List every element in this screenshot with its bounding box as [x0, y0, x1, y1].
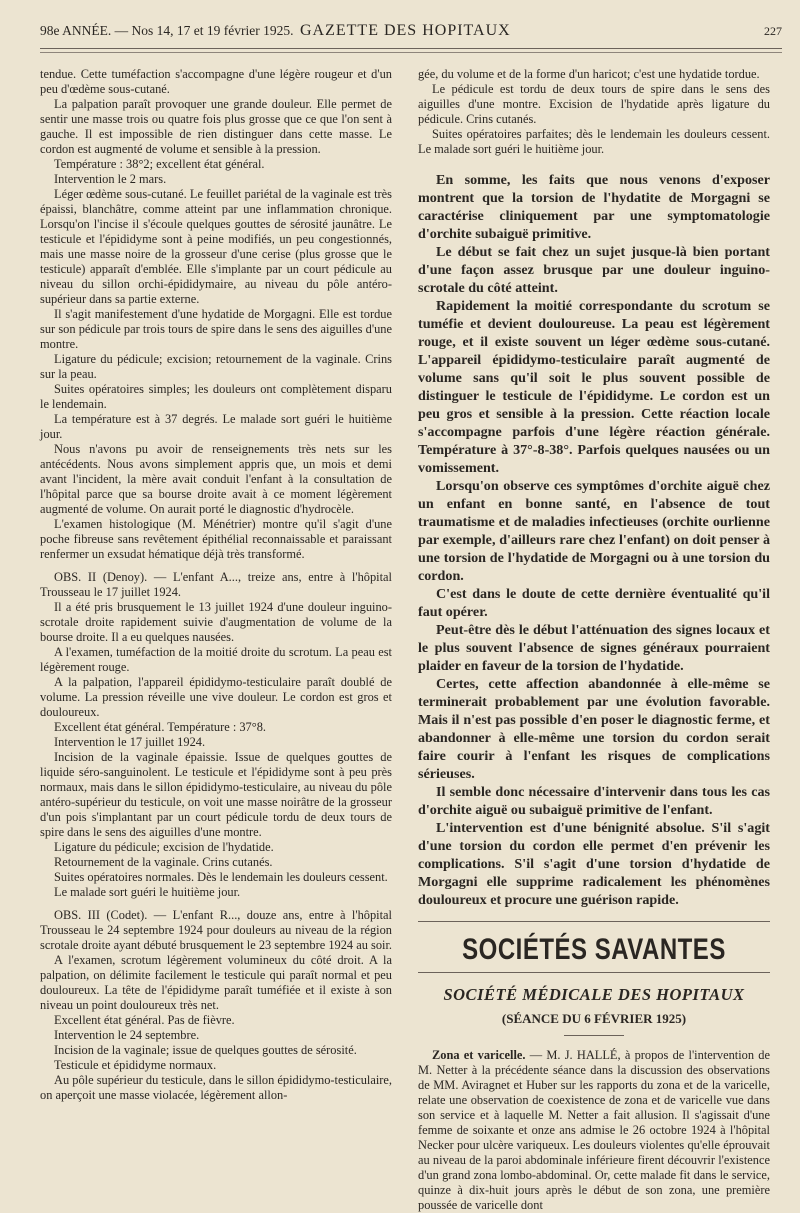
left-column [40, 67, 392, 1213]
header-rule [40, 48, 782, 49]
paragraph: Incision de la vaginale épaissie. Issue de quelques gouttes de liquide séro-sanguinolent. Le testicule et l'épididyme sont à peu près normaux, mais dans le sillon épididymo-testiculaire, au niveau du pôle antéro-supérieur du testicule, on voit une masse noirâtre de la grosseur d'un pois s'implantant par un court pédicule tordu de deux tours de spire dans le sens des aiguilles d'une montre. [40, 750, 392, 839]
paragraph: OBS. II (Denoy). — L'enfant A..., treize ans, entre à l'hôpital Trousseau le 17 juillet 1924. [40, 570, 392, 599]
paragraph: Nous n'avons pu avoir de renseignements très nets sur les antécédents. Nous avons simplement appris que, un mois et demi avant l'incident, la mère avait conduit l'enfant à la consultation de l'hôpital parce que sa bourse droite avait à ce moment légèrement augmenté de volume. On aurait porté le diagnostic d'hydrocèle. [40, 442, 392, 516]
header-rule-secondary [40, 52, 782, 53]
paragraph: Ligature du pédicule; excision; retournement de la vaginale. Crins sur la peau. [40, 352, 392, 381]
paragraph: L'examen histologique (M. Ménétrier) montre qu'il s'agit d'une poche fibreuse sans revêtement épithélial reconnaissable et paraissant renfermer un exsudat hématique déjà très transformé. [40, 517, 392, 561]
paragraph: Il s'agit manifestement d'une hydatide de Morgagni. Elle est tordue sur son pédicule par trois tours de spire dans le sens des aiguilles d'une montre. [40, 307, 392, 351]
right-column [418, 67, 770, 1213]
issue-line: 98e ANNÉE. — Nos 14, 17 et 19 février 1925. [40, 23, 294, 38]
paragraph: Excellent état général. Pas de fièvre. [54, 1013, 235, 1027]
zona-paragraph [418, 1048, 770, 1213]
conclusion-paragraph: Peut-être dès le début l'atténuation des signes locaux et le plus souvent l'absence de signes généraux pourraient plaider en faveur de la torsion de l'hydatide. [418, 622, 770, 674]
short-rule [564, 1035, 624, 1036]
paragraph: OBS. III (Codet). — L'enfant R..., douze ans, entre à l'hôpital Trousseau le 24 septembre 1924 pour douleurs au niveau de la région scrotale droite ayant débuté brusquement le 23 septembre 1924 au soir. [40, 908, 392, 952]
paragraph: A l'examen, scrotum légèrement volumineux du côté droit. A la palpation, on délimite facilement le testicule qui paraît normal et peu douloureux. La tête de l'épididyme paraît tuméfiée et il existe à son niveau un point douloureux très net. [40, 953, 392, 1012]
paragraph: gée, du volume et de la forme d'un haricot; c'est une hydatide tordue. [418, 67, 760, 81]
conclusion-paragraph: C'est dans le doute de cette dernière éventualité qu'il faut opérer. [418, 586, 770, 620]
paragraph: Le pédicule est tordu de deux tours de spire dans le sens des aiguilles d'une montre. Excision de l'hydatide après ligature du pédicule. Crins cutanés. [418, 82, 770, 126]
conclusion-paragraph: Le début se fait chez un sujet jusque-là bien portant d'une façon assez brusque par une douleur inguino-scrotale du côté atteint. [418, 244, 770, 296]
section-rule-top [418, 921, 770, 922]
paragraph: A l'examen, tuméfaction de la moitié droite du scrotum. La peau est légèrement rouge. [40, 645, 392, 674]
paragraph: La température est à 37 degrés. Le malade sort guéri le huitième jour. [40, 412, 392, 441]
paragraph: Retournement de la vaginale. Crins cutanés. [54, 855, 273, 869]
paragraph: Il a été pris brusquement le 13 juillet 1924 d'une douleur inguino-scrotale droite rapidement suivie d'augmentation de volume de la bourse droite. Il a eu quelques nausées. [40, 600, 392, 644]
conclusion-paragraph: L'intervention est d'une bénignité absolue. S'il s'agit d'une torsion du cordon elle permet d'en prévenir les complications. S'il s'agit d'une torsion d'hydatide de Morgagni elle supprime radicalement les phénomènes douloureux et procure une guérison rapide. [418, 820, 770, 908]
seance-date: (SÉANCE DU 6 FÉVRIER 1925) [501, 1011, 687, 1026]
paragraph: Intervention le 17 juillet 1924. [54, 735, 206, 749]
paragraph: Suites opératoires parfaites; dès le lendemain les douleurs cessent. Le malade sort guéri le huitième jour. [418, 127, 770, 156]
observation-continuation [418, 67, 770, 157]
paragraph: Testicule et épididyme normaux. [54, 1058, 217, 1072]
conclusion-text [418, 171, 770, 909]
paragraph: Ligature du pédicule; excision de l'hydatide. [54, 840, 274, 854]
zona-lead: Zona et varicelle. [432, 1048, 526, 1062]
page-number: 227 [764, 24, 782, 38]
paragraph: Intervention le 2 mars. [54, 172, 167, 186]
conclusion-paragraph: En somme, les faits que nous venons d'exposer montrent que la torsion de l'hydatite de Morgagni se caractérise cliniquement par une symptomatologie d'orchite subaiguë primitive. [418, 172, 770, 242]
zona-text: — M. J. HALLÉ, à propos de l'intervention de M. Netter à la précédente séance dans la discussion des observations de MM. Aviragnet et Huber sur les rapports du zona et de la varicelle, relate une observation de coexistence de zona et de varicelle vue dans son service et à laquelle M. Netter a fait allusion. Il s'agissait d'une femme de soixante et onze ans admise le 26 octobre 1924 à l'hôpital Necker pour ulcère variqueux. Les douleurs violentes qu'elle éprouvait au niveau de la paroi abdominale inférieure firent découvrir l'existence d'un grand zona lombo-abdominal. Or, cette malade fit dans le service, quinze à dix-huit jours après le début de son zona, une première poussée de varicelle dont [418, 1048, 770, 1212]
paragraph: tendue. Cette tuméfaction s'accompagne d'une légère rougeur et d'un peu d'œdème sous-cutané. [40, 67, 392, 96]
paragraph: Intervention le 24 septembre. [54, 1028, 200, 1042]
society-title: SOCIÉTÉ MÉDICALE DES HOPITAUX [443, 985, 745, 1004]
conclusion-paragraph: Il semble donc nécessaire d'intervenir dans tous les cas d'orchite aiguë ou subaiguë primitive de l'enfant. [418, 784, 770, 818]
section-title: SOCIÉTÉS SAVANTES [462, 932, 726, 967]
conclusion-paragraph: Certes, cette affection abandonnée à elle-même se terminerait probablement par une évolution favorable. Mais il n'est pas possible d'en poser le diagnostic ferme, et abandonner à elle-même une torsion du cordon serait faire courir à l'enfant les risques de complications sérieuses. [418, 676, 770, 782]
page-header [40, 22, 782, 46]
paragraph: Suites opératoires normales. Dès le lendemain les douleurs cessent. [54, 870, 388, 884]
paragraph: Température : 38°2; excellent état général. [54, 157, 265, 171]
paragraph: Léger œdème sous-cutané. Le feuillet pariétal de la vaginale est très épaissi, blanchâtre, comme atteint par une inflammation chronique. Lorsqu'on l'incise il s'écoule quelques gouttes de sérosité jaunâtre. Le testicule et l'épididyme sont à peine modifiés, un peu congestionnés, mais une masse noire de la grosseur d'une cerise (plus grosse que le testicule) apparaît d'emblée. Elle s'implante par un court pédicule au niveau du sillon orchi-épididymaire, au niveau du pôle antéro-supérieur dans sa partie externe. [40, 187, 392, 306]
paragraph: Le malade sort guéri le huitième jour. [54, 885, 241, 899]
paragraph: Au pôle supérieur du testicule, dans le sillon épididymo-testiculaire, on aperçoit une masse violacée, légèrement allon- [40, 1073, 392, 1102]
journal-title: GAZETTE DES HOPITAUX [300, 22, 511, 39]
conclusion-paragraph: Rapidement la moitié correspondante du scrotum se tuméfie et devient douloureuse. La peau est légèrement rouge, et il existe souvent un léger œdème sous-cutané. L'appareil épididymo-testiculaire paraît augmenté de volume sans qu'il soit le plus souvent possible de distinguer le testicule de l'épididyme. Le cordon est un peu gros et sensible à la pression. Cette réaction locale s'accompagne parfois d'une légère réaction générale. Température à 37°-8-38°. Parfois quelques nausées ou un vomissement. [418, 298, 770, 476]
paragraph: Suites opératoires simples; les douleurs ont complètement disparu le lendemain. [40, 382, 392, 411]
conclusion-paragraph: Lorsqu'on observe ces symptômes d'orchite aiguë chez un enfant en bonne santé, en l'absence de tout traumatisme et de maladies infectieuses (orchite ourlienne par exemple, d'ailleurs rare chez l'enfant) on doit penser à une torsion de l'hydatide de Morgagni ou à une torsion du cordon. [418, 478, 770, 584]
paragraph: La palpation paraît provoquer une grande douleur. Elle permet de sentir une masse trois ou quatre fois plus grosse que ce que l'on sent à gauche. Il est impossible de rien distinguer dans cette masse. Le cordon est augmenté de volume et sensible à la pression. [40, 97, 392, 156]
paragraph: Incision de la vaginale; issue de quelques gouttes de sérosité. [54, 1043, 357, 1057]
paragraph: A la palpation, l'appareil épididymo-testiculaire paraît doublé de volume. La pression réveille une vive douleur. Le cordon est gros et douloureux. [40, 675, 392, 719]
paragraph: Excellent état général. Température : 37°8. [54, 720, 266, 734]
